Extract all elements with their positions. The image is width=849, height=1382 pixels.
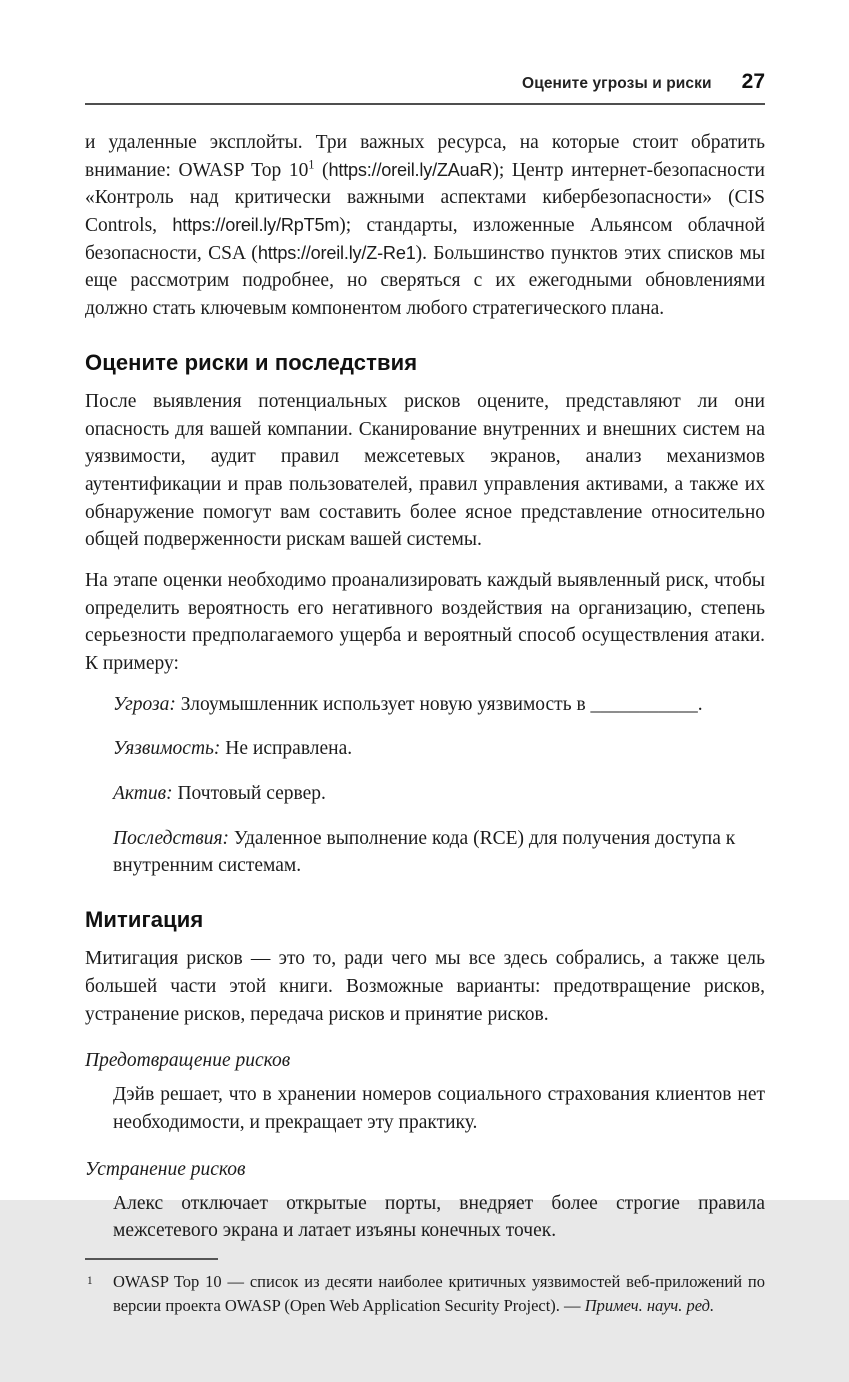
- text-run: ); стандарты, изложенные Альянсом облачной безопасности, CSA (: [85, 215, 765, 264]
- risk-example-item: [113, 691, 765, 719]
- paragraph: [85, 388, 765, 554]
- text-run: Алекс отключает открытые порты, внедряет более строгие правила межсетевого экрана и латает изъяны конечных точек.: [113, 1192, 765, 1242]
- risk-example-item: [113, 735, 765, 763]
- paragraph: [85, 945, 765, 1028]
- running-head-title: Оцените угрозы и риски: [522, 75, 712, 92]
- text-run: (: [314, 159, 329, 181]
- text-run: После выявления потенциальных рисков оцените, представляют ли они опасность для вашей компании. Сканирование внутренних и внешних систем на уязвимости, аудит правил межсетевых экранов, анализ механизмов аутентификации и прав пользователей, правил управления активами, а также их обнаружение помогут вам составить более ясное представление относительно общей подверженности рискам вашей системы.: [85, 390, 765, 551]
- page-body: [85, 129, 765, 1258]
- indented-paragraph: [113, 1081, 765, 1136]
- running-head: [85, 70, 765, 105]
- text-run: OWASP Top 10 — список из десяти наиболее критичных уязвимостей веб-приложений по версии проекта OWASP (Open Web Application Security Project). —: [113, 1271, 765, 1315]
- url-text: https://oreil.ly/Z-Re1: [257, 242, 416, 263]
- text-run: Примеч. науч. ред.: [584, 1295, 715, 1315]
- text-run: Дэйв решает, что в хранении номеров социального страхования клиентов нет необходимости, и прекращает эту практику.: [113, 1084, 765, 1133]
- italic-subheading: Устранение рисков: [85, 1158, 246, 1180]
- text-run: Угроза:: [113, 693, 176, 715]
- section-heading: Оцените риски и последствия: [85, 349, 418, 375]
- indented-paragraph: [113, 1190, 765, 1245]
- footnote-block: [85, 1258, 765, 1382]
- text-run: Последствия:: [113, 827, 230, 849]
- footnote-text: [85, 1270, 765, 1318]
- text-run: Актив:: [113, 783, 173, 805]
- text-run: Уязвимость:: [113, 738, 221, 760]
- url-text: https://oreil.ly/ZAuaR: [328, 159, 493, 180]
- paragraph: [85, 129, 765, 323]
- paragraph: [85, 567, 765, 678]
- text-run: Злоумышленник использует новую уязвимость в ___________.: [175, 693, 703, 715]
- footnote-marker: 1: [87, 1274, 93, 1287]
- text-run: Удаленное выполнение кода (RCE) для получения доступа к внутренним системам.: [113, 827, 736, 877]
- url-text: https://oreil.ly/RpT5m: [172, 215, 340, 236]
- text-run: ). Большинство пунктов этих списков мы еще рассмотрим подробнее, но сверяться с их ежегодными обновлениями должно стать ключевым компонентом любого стратегического плана.: [85, 242, 765, 320]
- risk-example-item: [113, 825, 765, 880]
- text-run: Почтовый сервер.: [172, 783, 326, 805]
- footnote-divider: [85, 1258, 218, 1260]
- page-number: 27: [741, 70, 765, 93]
- text-run: Не исправлена.: [220, 738, 353, 760]
- text-run: и удаленные эксплойты. Три важных ресурса, на которые стоит обратить внимание: OWASP Top 10: [85, 132, 765, 181]
- section-heading: Митигация: [85, 907, 204, 933]
- footnote-ref: 1: [308, 157, 315, 172]
- text-run: На этапе оценки необходимо проанализировать каждый выявленный риск, чтобы определить вероятность его негативного воздействия на организацию, степень серьезности предполагаемого ущерба и вероятный способ осуществления атаки. К примеру:: [85, 569, 765, 674]
- risk-example-item: [113, 780, 765, 808]
- text-run: Митигация рисков — это то, ради чего мы все здесь собрались, а также цель большей части этой книги. Возможные варианты: предотвращение рисков, устранение рисков, передача рисков и принятие рисков.: [85, 948, 765, 1025]
- italic-subheading: Предотвращение рисков: [85, 1050, 291, 1072]
- text-run: ); Центр интернет-безопасности «Контроль над критически важными аспектами кибербезопасности» (CIS Controls,: [85, 159, 765, 237]
